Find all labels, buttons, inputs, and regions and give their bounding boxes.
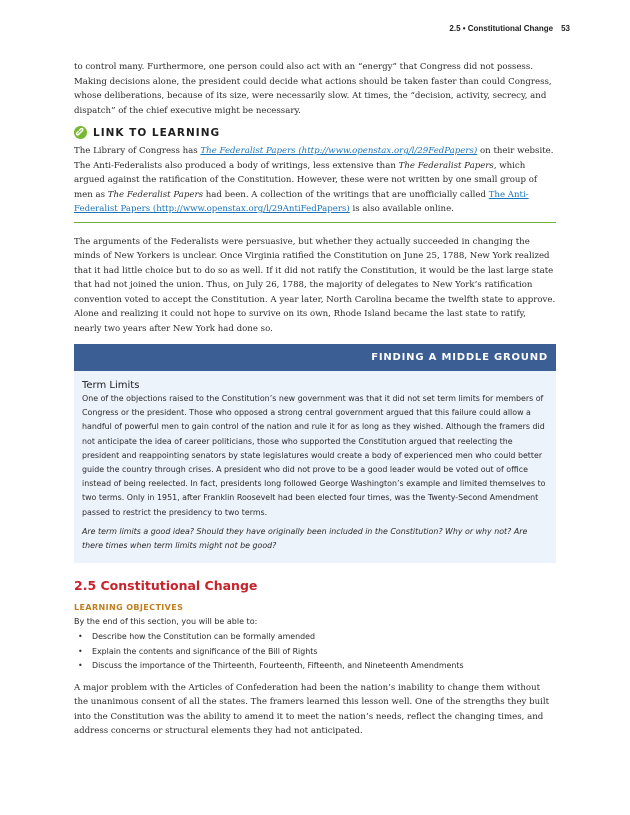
middle-ground-body: One of the objections raised to the Constitution’s new government was that it did not set term limits for members of Congress or the president. Those who opposed a strong central government argued that this failure could allow a handful of powerful men to gain control of the nation and rule it for as long as they wished. Although the framers did not anticipate the idea of career politicians, those who supported the Constitution argued that reelecting the president and reappointing senators by state legislatures would create a body of experienced men who could better guide the country through crises. A president who did not prove to be a good leader would be voted out of office instead of being reelected. In fact, presidents long followed George Washington’s example and limited themselves to two terms. Only in 1951, after Franklin Roosevelt had been elected four times, was the Twenty-Second Amendment passed to restrict the presidency to two terms. [82,394,546,517]
intro-paragraph: to control many. Furthermore, one person could also act with an “energy” that Congress did not possess. Making decisions alone, the president could decide what actions should be taken faster than could Congress, whose deliberations, because of its size, were necessarily slow. At times, the “decision, activity, secrecy, and dispatch” of the chief executive might be necessary. [74,62,552,116]
list-item [74,645,556,660]
ltl-text-1: The Library of Congress has [74,146,201,156]
link-to-learning-title: LINK TO LEARNING [93,126,221,139]
ltl-italic-2: The Federalist Papers [107,189,203,200]
link-to-learning-block [74,144,556,223]
list-item [74,659,556,674]
link-to-learning-heading [74,126,556,139]
federalist-papers-link[interactable] [200,146,477,156]
objective-text: Discuss the importance of the Thirteenth, Fourteenth, Fifteenth, and Nineteenth Amendments [92,661,464,671]
bullet: • [78,661,83,671]
page-number: 53 [561,24,570,33]
middle-ground-banner: FINDING A MIDDLE GROUND [74,344,556,371]
anti-federalist-papers-link[interactable]: The Anti-Federalist Papers (http://www.openstax.org/l/29AntiFedPapers) [74,189,529,214]
learning-objectives-intro: By the end of this section, you will be able to: [74,617,258,627]
bullet: • [78,632,83,642]
running-header [449,24,570,33]
link-icon [74,126,87,139]
section-paragraph: A major problem with the Articles of Confederation had been the nation’s inability to change them without the unanimous consent of all the states. The framers learned this lesson well. One of the strengths they built into the Constitution was the ability to amend it to meet the nation’s needs, reflect the changing times, and address concerns or structural elements they had not anticipated. [74,682,550,737]
header-section: 2.5 • Constitutional Change [449,24,554,33]
section-title: 2.5 Constitutional Change [74,578,258,594]
ltl-text-4: had been. A collection of the writings that are unofficially called [202,189,489,200]
bullet: • [78,646,83,656]
middle-ground-question: Are term limits a good idea? Should they have originally been included in the Constitution? Why or why not? Are there times when term limits might not be good? [82,526,528,551]
ltl-text-3: , which argued against the ratification of the Constitution. However, these were not written by one small group of men as [74,160,538,200]
objective-text: Describe how the Constitution can be formally amended [92,632,315,642]
ltl-text-5: is also available online. [349,204,454,214]
federalist-papers-link-text: The Federalist Papers (http://www.openstax.org/l/29FedPapers) [200,146,478,156]
ltl-text-2: on their website. The Anti-Federalists also produced a body of writings, less extensive than [74,146,554,171]
middle-ground-title: Term Limits [82,380,140,391]
page-content [74,60,556,739]
objective-text: Explain the contents and significance of the Bill of Rights [92,646,318,656]
learning-objectives-list [74,630,556,674]
ltl-italic-1: The Federalist Papers [398,160,494,171]
learning-objectives-heading: LEARNING OBJECTIVES [74,603,184,613]
federalists-paragraph: The arguments of the Federalists were persuasive, but whether they actually succeeded in changing the minds of New Yorkers is unclear. Once Virginia ratified the Constitution on June 25, 1788, New York realized that it had little choice but to do so as well. If it did not ratify the Constitution, it would be the last large state that had not joined the union. Thus, on July 26, 1788, the majority of delegates to New York’s ratification convention voted to accept the Constitution. A year later, North Carolina became the twelfth state to approve. Alone and realizing it could not hope to survive on its own, Rhode Island became the last state to ratify, nearly two years after New York had done so. [74,236,556,334]
link-to-learning-text [74,144,556,217]
finding-middle-ground-box [74,344,556,563]
list-item [74,630,556,645]
